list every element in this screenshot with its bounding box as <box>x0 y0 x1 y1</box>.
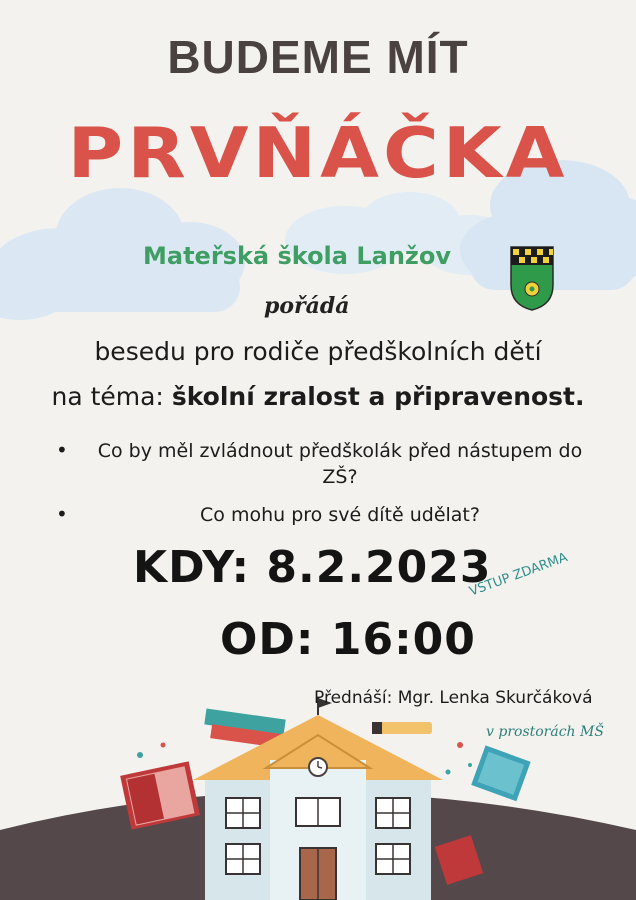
topic-prefix: na téma: <box>51 382 164 411</box>
list-item <box>56 502 596 528</box>
topic-text: školní zralost a připravenost. <box>171 382 585 411</box>
list-item <box>56 438 596 490</box>
venue-note: v prostorách MŠ <box>486 724 604 740</box>
intro-line: besedu pro rodiče předškolních dětí <box>94 337 542 366</box>
event-time: OD: 16:00 <box>220 614 476 665</box>
question-text: Co mohu pro své dítě udělat? <box>200 504 480 526</box>
event-date: KDY: 8.2.2023 <box>133 542 492 593</box>
book-icon <box>372 722 432 734</box>
headline-main: PRVŇÁČKA <box>67 111 569 194</box>
bullet-icon: • <box>56 502 68 526</box>
coat-of-arms-icon <box>511 247 553 310</box>
free-entry-note: VSTUP ZDARMA <box>467 550 570 600</box>
question-text: Co by měl zvládnout předškolák před nástupem do ZŠ? <box>97 440 583 488</box>
organizes-label: pořádá <box>264 293 350 319</box>
speaker-line: Přednáší: Mgr. Lenka Skurčáková <box>314 688 593 708</box>
topic-line <box>0 382 636 411</box>
bullet-icon: • <box>56 438 68 462</box>
headline-top: BUDEME MÍT <box>167 31 469 83</box>
book-icon <box>471 745 530 801</box>
school-name: Mateřská škola Lanžov <box>143 242 452 270</box>
